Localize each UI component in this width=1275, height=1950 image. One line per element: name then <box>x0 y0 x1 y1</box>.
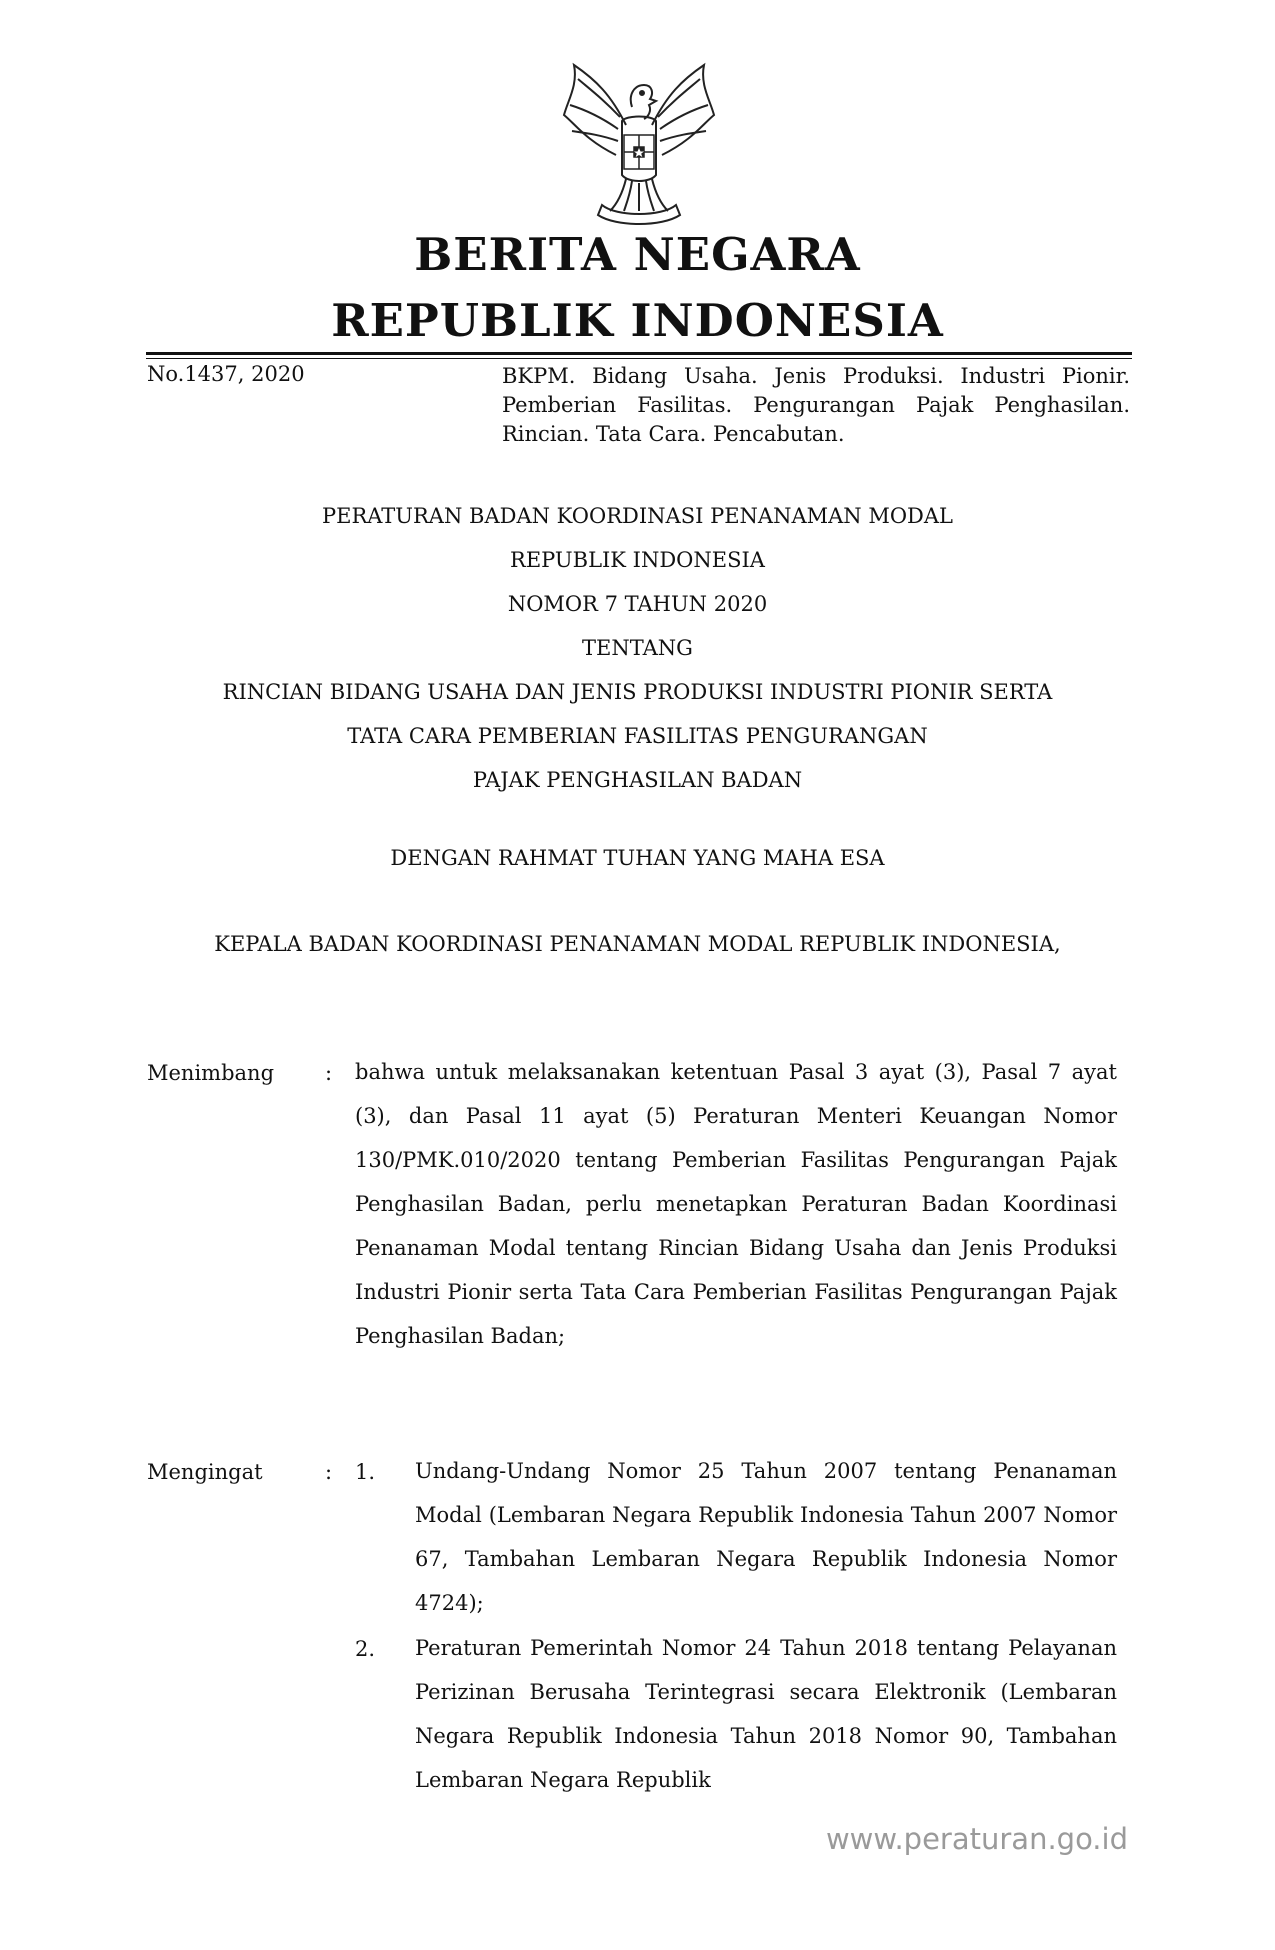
title-line: PERATURAN BADAN KOORDINASI PENANAMAN MODAL <box>322 504 953 528</box>
masthead-title: BERITA NEGARA <box>414 228 861 281</box>
mengingat-label: Mengingat <box>147 1460 263 1484</box>
issue-summary: BKPM. Bidang Usaha. Jenis Produksi. Industri Pionir. Pemberian Fasilitas. Pengurangan Pajak Penghasilan. Rincian. Tata Cara. Pencabutan. <box>502 364 1130 446</box>
menimbang-colon: : <box>325 1061 333 1085</box>
footer-url: www.peraturan.go.id <box>825 1822 1128 1856</box>
mengingat-colon: : <box>325 1460 333 1484</box>
invocation: DENGAN RAHMAT TUHAN YANG MAHA ESA <box>390 846 885 870</box>
garuda-emblem-icon <box>556 55 722 225</box>
title-line: PAJAK PENGHASILAN BADAN <box>472 768 803 792</box>
masthead-subtitle: REPUBLIK INDONESIA <box>331 294 944 347</box>
mengingat-item-number: 1. <box>355 1460 376 1484</box>
issue-number: No.1437, 2020 <box>147 362 305 386</box>
title-line: RINCIAN BIDANG USAHA DAN JENIS PRODUKSI INDUSTRI PIONIR SERTA <box>222 680 1053 704</box>
mengingat-item-text: Undang-Undang Nomor 25 Tahun 2007 tentang Penanaman Modal (Lembaran Negara Republik Indonesia Tahun 2007 Nomor 67, Tambahan Lembaran Negara Republik Indonesia Nomor 4724); <box>415 1459 1117 1615</box>
regulation-title <box>0 494 1275 802</box>
masthead-rule <box>146 352 1132 355</box>
title-line: TATA CARA PEMBERIAN FASILITAS PENGURANGAN <box>347 724 928 748</box>
title-line: NOMOR 7 TAHUN 2020 <box>507 592 768 616</box>
issuing-official: KEPALA BADAN KOORDINASI PENANAMAN MODAL REPUBLIK INDONESIA, <box>214 932 1061 956</box>
title-line: REPUBLIK INDONESIA <box>510 548 765 572</box>
mengingat-item-number: 2. <box>355 1637 376 1661</box>
menimbang-label: Menimbang <box>147 1061 275 1085</box>
menimbang-text: bahwa untuk melaksanakan ketentuan Pasal 3 ayat (3), Pasal 7 ayat (3), dan Pasal 11 ayat (5) Peraturan Menteri Keuangan Nomor 130/PMK.010/2020 tentang Pemberian Fasilitas Pengurangan Pajak Penghasilan Badan, perlu menetapkan Peraturan Badan Koordinasi Penanaman Modal tentang Rincian Bidang Usaha dan Jenis Produksi Industri Pionir serta Tata Cara Pemberian Fasilitas Pengurangan Pajak Penghasilan Badan; <box>355 1060 1117 1348</box>
mengingat-item-text: Peraturan Pemerintah Nomor 24 Tahun 2018 tentang Pelayanan Perizinan Berusaha Terintegrasi secara Elektronik (Lembaran Negara Republik Indonesia Tahun 2018 Nomor 90, Tambahan Lembaran Negara Republik <box>415 1636 1117 1792</box>
title-line: TENTANG <box>582 636 693 660</box>
masthead-rule-thin <box>146 358 1132 359</box>
